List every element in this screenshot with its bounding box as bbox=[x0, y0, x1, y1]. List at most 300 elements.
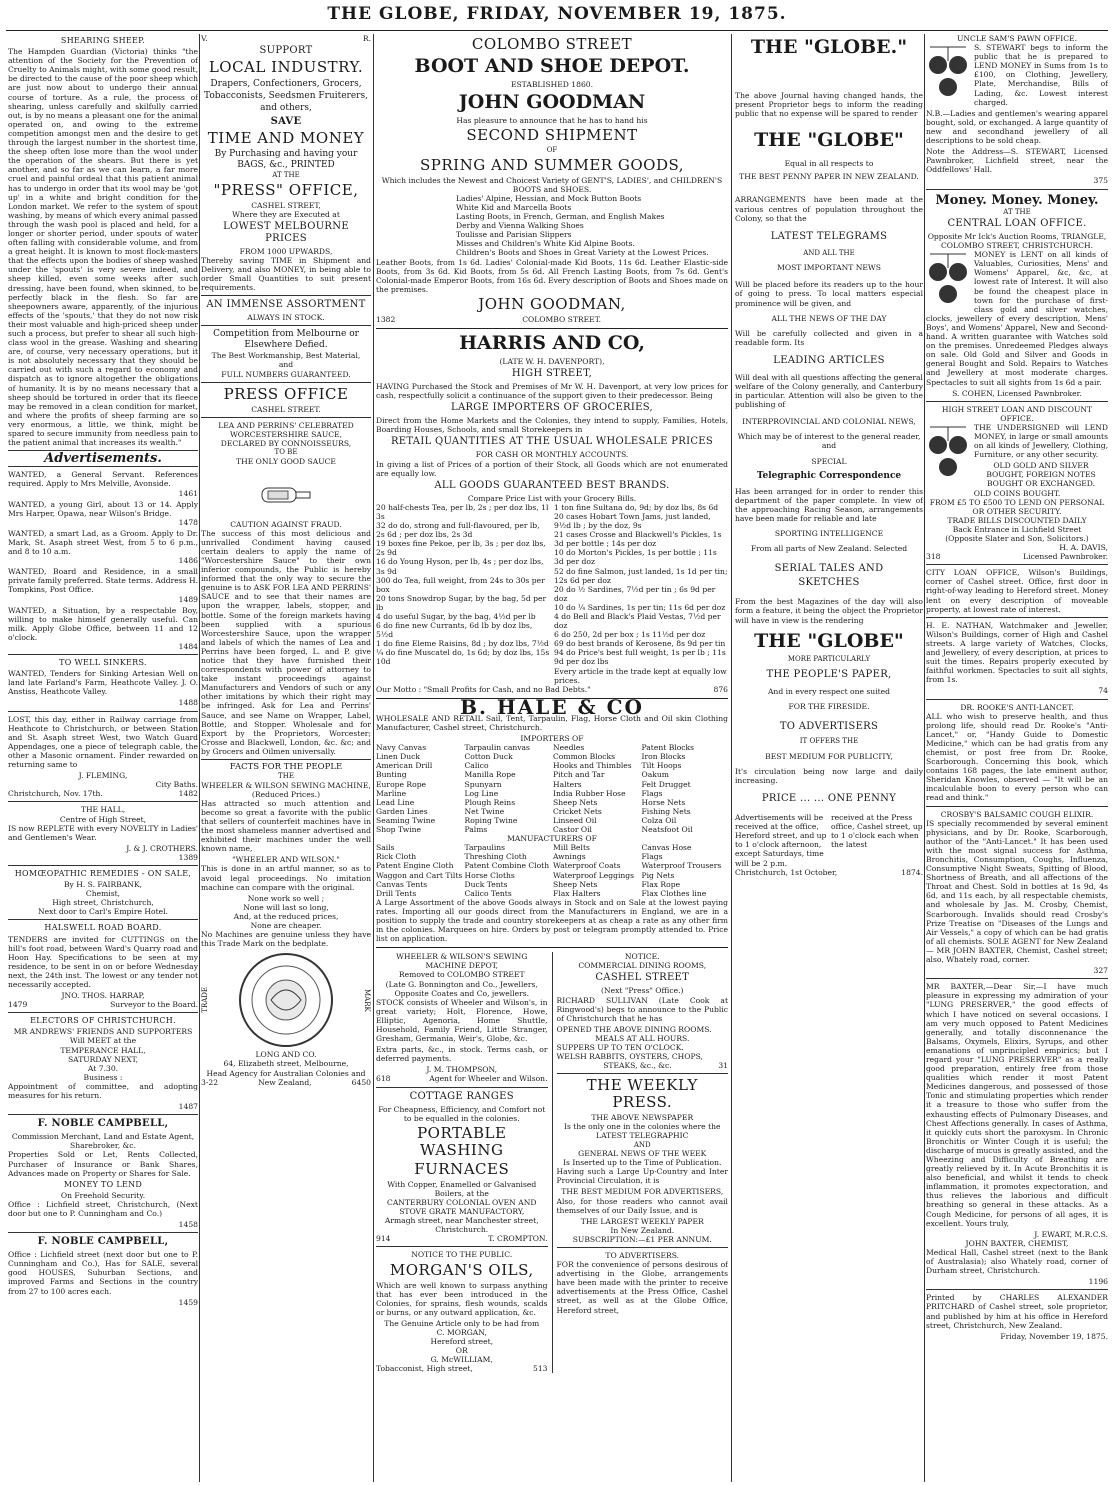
notice-opened: OPENED THE ABOVE DINING ROOMS. bbox=[556, 1024, 712, 1034]
central-atthe: AT THE bbox=[1003, 207, 1031, 216]
globe-bestmed: BEST MEDIUM FOR PUBLICITY, bbox=[765, 751, 893, 761]
ad-number: 1484 bbox=[178, 642, 198, 651]
noble-text: Office : Lichfield street (next door but one to P. Cunningham and Co.), Has for SALE, several good HOUSES, Suburban Sections, and improved Farms and Sections in the country from 27 to 100 acres each. bbox=[8, 1250, 198, 1296]
facts-line: And, at the reduced prices, bbox=[233, 911, 339, 921]
lost-text: LOST, this day, either in Railway carriage from Heathcote to Christchurch, or between Station and St. Asaph street West, two Watch Guard Appendages, one a piece of telegraph cable, the other a Masonic ornament. Finder rewarded on returning same to bbox=[8, 714, 198, 770]
support-heading: SUPPORT bbox=[259, 45, 313, 57]
baxter-med: Medical Hall, Cashel street (next to the Bank of Australasia); also Whately road, corner of Durham street, Christchurch. bbox=[926, 1247, 1108, 1276]
high-street-opp: (Opposite Slater and Son, Solicitors.) bbox=[945, 534, 1089, 543]
harris-high: HIGH STREET, bbox=[511, 368, 593, 380]
list-item: Drill Tents bbox=[376, 888, 417, 898]
crosby-title: CROSBY'S BALSAMIC COUGH ELIXIR. bbox=[940, 809, 1094, 819]
morgan-or: OR bbox=[455, 1346, 468, 1356]
lea-perrins-declared: DECLARED BY CONNOISSEURS, bbox=[220, 438, 352, 448]
hale-wholesale: WHOLESALE AND RETAIL Sail, Tent, Tarpaulin, Flag, Horse Cloth and Oil skin Clothing Manufacturer, Cashel street, Christchurch. bbox=[376, 713, 728, 732]
purchasing-text: By Purchasing and having your BAGS, &c., PRINTED bbox=[214, 149, 358, 171]
globe-which: Which may be of interest to the general reader, and bbox=[737, 432, 921, 451]
list-item: Tilt Hoops bbox=[641, 761, 682, 771]
boot-prices: Leather Boots, from 1s 6d. Ladies' Colonial-made Kid Boots, 11s 6d. Leather Elastic-side Boots, from 3s 6d. Kid Boots, from 5s 6d. All French Lasting Boots, from 7s 6d. Gent's Colonial-made Emperor Boots, from 16s 6d. Every description of Boots and Shoes made on the premises. bbox=[376, 257, 728, 294]
facts-line: None are cheaper. bbox=[250, 921, 322, 931]
price-item: 20 do ½ Sardines, 7½d per tin ; 6s 9d per doz bbox=[554, 584, 716, 603]
time-money-heading: TIME AND MONEY bbox=[207, 129, 365, 148]
ad-number: 3-22 bbox=[201, 1077, 219, 1087]
globe-year: 1874. bbox=[901, 867, 923, 877]
weekly-only: Is the only one in the colonies where the bbox=[563, 1122, 721, 1132]
electors-line: TEMPERANCE HALL, bbox=[60, 1045, 146, 1055]
price-item: 20 cases Hobart Town Jams, just landed, 9½d lb ; by the doz, 9s bbox=[554, 511, 711, 531]
list-item: India Rubber Hose bbox=[553, 788, 626, 798]
harris-giving: In giving a list of Prices of a portion of their Stock, all Goods which are not enumerated are equally low. bbox=[376, 459, 728, 478]
globe-advr: received at the Press office, Cashel street, up to 1 o'clock each when the latest bbox=[831, 813, 923, 850]
list-item: Mill Belts bbox=[553, 843, 590, 853]
list-item: Europe Rope bbox=[376, 779, 427, 789]
long-co: LONG AND CO. bbox=[255, 1050, 317, 1060]
ad-number: 1482 bbox=[178, 789, 198, 799]
list-item: Children's Boots and Shoes in Great Variety at the Lowest Prices. bbox=[456, 248, 709, 258]
globe-price: PRICE ... ... ONE PENNY bbox=[761, 793, 897, 805]
noble-money: MONEY TO LEND bbox=[63, 1179, 143, 1189]
column-4 bbox=[735, 34, 923, 1482]
central-loan-heading: CENTRAL LOAN OFFICE. bbox=[947, 218, 1087, 229]
lea-perrins-title: LEA AND PERRINS' CELEBRATED WORCESTERSHIRE SAUCE, bbox=[218, 420, 354, 439]
globe-offers: IT OFFERS THE bbox=[799, 737, 859, 746]
ad-text: WANTED, a young Girl, about 13 or 14. Apply Mrs Harper, Opawa, near Wilson's Bridge. bbox=[8, 499, 198, 518]
globe-important: MOST IMPORTANT NEWS bbox=[777, 263, 881, 273]
globe-serial: SERIAL TALES AND bbox=[774, 563, 884, 575]
list-item: Awnings bbox=[553, 852, 586, 862]
noble-campbell-name: F. NOBLE CAMPBELL, bbox=[37, 1118, 169, 1130]
harris-direct: Direct from the Home Markets and the Colonies, they intend to supply, Families, Hotels, Boarding Houses, Schools, and small Storekeepers in bbox=[376, 416, 728, 435]
list-item: Flags bbox=[641, 852, 663, 862]
price-item: 52 do fine Salmon, just landed, 1s 1d per tin; 12s 6d per doz bbox=[554, 566, 728, 585]
globe-every: And in every respect one suited bbox=[767, 687, 891, 697]
press-office-heading: "PRESS" OFFICE, bbox=[213, 180, 359, 199]
homoeo-role: Chemist, bbox=[85, 889, 121, 899]
facts-ww: WHEELER & WILSON SEWING MACHINE, bbox=[201, 780, 371, 790]
morgan-genuine: The Genuine Article only to be had from bbox=[384, 1318, 540, 1328]
and-text: and bbox=[278, 360, 294, 370]
weekly-having: Having such a Large Up-Country and Inter Provincial Circulation, it is bbox=[556, 1167, 728, 1186]
ad-number: 1459 bbox=[178, 1297, 198, 1307]
has-text: Has pleasure to announce that he has to hand his bbox=[456, 116, 648, 126]
notice-welsh: WELSH RABBITS, OYSTERS, CHOPS, bbox=[556, 1052, 703, 1062]
central-cohen: S. COHEN, Licensed Pawnbroker. bbox=[952, 388, 1082, 398]
lea-perrins-text: The success of this most delicious and unrivalled Condiment having caused certain dealers to apply the name of "Worcestershire Sauce" to their own inferior compounds, the Public is hereby informed that the only way to secure the genuine is to ASK FOR LEA AND PERRINS' SAUCE and to see that their names are upon the wrapper, labels, stopper, and bottle. Some of the foreign markets having been supplied with a spurious Worcestershire Sauce, upon the wrapper and labels of which the names of Lea and Perrins have been forged, L. and P. give notice that they have furnished their correspondents with power of attorney to take instant proceedings against Manufacturers and Vendors of such or any other imitations by which their right may be infringed. Ask for Lea and Perrins' Sauce, and see Name on Wrapper, Label, Bottle, and Stopper. Wholesale and for Export by the Proprietors, Worcester; Crosse and Blackwell, London, &c. &c; and by Grocers and Oilmen universally. bbox=[201, 528, 371, 756]
morgan-text: Which are well known to surpass anything that has ever been introduced in the Colonies, for sprains, flesh wounds, scalds or burns, or any outward application, &c. bbox=[376, 1280, 548, 1317]
cottage-armagh: Armagh street, near Manchester street, Christchurch. bbox=[384, 1216, 539, 1235]
hale-assortment: A Large Assortment of the above Goods always in Stock and on Sale at the lowest paying rates. Importing all our goods direct from the Manufacturers in England, we are in a position to supply the trade and country storekeepers at as cheap a rate as any other firm in the colonies. Marquees on hire. Orders by post or telegram promptly attended to. Price list on application. bbox=[376, 897, 728, 944]
price-item: 69 do best brands of Kerosene, 8s 9d per tin bbox=[554, 639, 726, 649]
globe-allnews: ALL THE NEWS OF THE DAY bbox=[771, 313, 887, 323]
noble-text: Properties Sold or Let, Rents Collected, Purchaser of Insurance or Bank Shares, Advances made on Property or Shares for Sale. bbox=[8, 1150, 198, 1178]
list-item: American Drill bbox=[376, 761, 433, 771]
ad-number: 1489 bbox=[178, 594, 198, 604]
list-item: Threshing Cloth bbox=[464, 852, 527, 862]
public-notice-title: NOTICE TO THE PUBLIC. bbox=[411, 1250, 513, 1260]
price-item: 4 do Bell and Black's Plaid Vestas, 7½d per doz bbox=[554, 611, 721, 631]
long-addr: 64, Elizabeth street, Melbourne, bbox=[223, 1059, 349, 1069]
trade-label: TRADE bbox=[201, 987, 209, 1014]
ad-number: 1478 bbox=[178, 517, 198, 527]
boot-list bbox=[376, 194, 728, 258]
press-office-footer: PRESS OFFICE bbox=[223, 384, 349, 403]
classified-ad bbox=[8, 470, 198, 497]
column-rule bbox=[373, 34, 374, 1482]
vr-letter: R. bbox=[362, 34, 371, 43]
trade-mark-seal-icon bbox=[231, 950, 341, 1050]
price-item: 4 do useful Sugar, by the bag, 4½d per lb bbox=[376, 611, 536, 621]
weekly-best: THE BEST MEDIUM FOR ADVERTISERS, bbox=[561, 1187, 724, 1197]
ad-number: 74 bbox=[1098, 686, 1108, 696]
baxter-text: MR BAXTER,—Dear Sir,—I have much pleasure in expressing my admiration of your "LUNG PRESERVER," the good effects of which I have noticed on several occasions. I am very much opposed to Patent Medicines generally, and totally disconnenance the Balsams, Oxymels, Elixirs, Syrups, and other emanations of unprincipled empirics; but I regard your "LUNG PRESERVER" as a really good preparation, entirely free from those qualities which render it most Patent Medicines dangerous, and possessed of those Tonic and stimulating properties which render it a treasure to those who suffer from the exhausting effects of Pulmonary Diseases, and Chest Affections generally. In cases of Asthma, it quickly cuts short the paroxysm. In Chronic Bronchitis or Winter Cough it is useful; the discharge of mucus is greatly assisted, and the Wheezing and Difficulty of Breathing are greatly relieved by it. In Acute Bronchitis it is also beneficial, and whilst it tends to check inflammation, it promotes expectoration, and thus relieves the laborious and difficult breathing so general in these attacks. As a Cough Medicine, for persons of all ages, it is excellent. Yours truly, bbox=[926, 982, 1108, 1228]
halswell-name: JNO. THOS. HARRAP, bbox=[61, 991, 145, 1001]
globe-heading-2: THE "GLOBE" bbox=[754, 129, 904, 152]
cottage-name: T. CROMPTON. bbox=[488, 1234, 548, 1244]
list-item: Bunting bbox=[376, 770, 407, 780]
ad-number: 618 bbox=[376, 1074, 391, 1084]
cottage-furnaces: FURNACES bbox=[414, 1159, 510, 1178]
classified-ad bbox=[8, 567, 198, 603]
lost-place: City Baths. bbox=[155, 780, 198, 790]
ad-number: 914 bbox=[376, 1234, 391, 1244]
facts-the: THE bbox=[278, 772, 294, 781]
ww-name: J. M. THOMPSON, bbox=[426, 1065, 498, 1075]
list-item: Horse Cloths bbox=[464, 870, 515, 880]
long-head: Head Agency for Australian Colonies and bbox=[206, 1068, 366, 1078]
list-item: Log Line bbox=[464, 788, 499, 798]
hall-name: J. & J. CROTHERS. bbox=[126, 843, 198, 853]
high-street-back: Back Entrance in Lichfield Street bbox=[952, 524, 1082, 534]
weekly-press-title: THE WEEKLY PRESS. bbox=[586, 1076, 698, 1112]
which-text: Which includes the Newest and Choicest Variety of GENT'S, LADIES', and CHILDREN'S BOOTS and SHOES. bbox=[381, 175, 723, 194]
uncle-sam-note: Note the Address—S. STEWART, Licensed Pawnbroker, Lichfield street, near the Oddfellows' Hall. bbox=[926, 147, 1108, 175]
lea-perrins-caution: CAUTION AGAINST FRAUD. bbox=[230, 519, 342, 529]
globe-frombest: From the best Magazines of the day will also form a feature, it being the object the Proprietor will have in view is the rendering bbox=[735, 597, 923, 625]
list-item: Flax Halters bbox=[553, 888, 601, 898]
halswell-title: HALSWELL ROAD BOARD. bbox=[44, 923, 162, 933]
classified-ad bbox=[8, 606, 198, 651]
colombo-heading: COLOMBO STREET bbox=[471, 35, 633, 53]
globe-sporting: SPORTING INTELLIGENCE bbox=[774, 529, 884, 539]
high-street-text: THE UNDERSIGNED will LEND MONEY, in large or small amounts on all kinds of Jewellery, Clothing, Furniture, or any other security. bbox=[974, 422, 1108, 460]
list-item: Misses and Children's White Kid Alpine Boots. bbox=[456, 239, 635, 249]
trades-list: Drapers, Confectioners, Grocers, Tobacconists, Seedsmen Fruiterers, and others, bbox=[204, 79, 368, 114]
column-1 bbox=[8, 34, 198, 1482]
masthead-title: THE GLOBE, FRIDAY, NOVEMBER 19, 1875. bbox=[327, 4, 787, 24]
cottage-for: For Cheapness, Efficiency, and Comfort not to be equalled in the colonies. bbox=[378, 1104, 546, 1123]
harris-late: (LATE W. H. DAVENPORT), bbox=[499, 357, 605, 366]
homoeo-addr: Next door to Carl's Empire Hotel. bbox=[38, 907, 168, 917]
ad-number: 876 bbox=[713, 684, 728, 694]
facts-text2: This is done in an artful manner, so as to avoid legal proceedings. No imitation machine can compare with the original. bbox=[201, 864, 371, 892]
ww-removed: Removed to COLOMBO STREET bbox=[398, 970, 525, 980]
full-text: FULL NUMBERS GUARANTEED. bbox=[221, 369, 351, 379]
ww-text: STOCK consists of Wheeler and Wilson's, in great variety; Holt, Florence, Howe, Elliptic, Agenoria, Home Shuttle, Household, Family Friend, Little Stranger, Gresham, Germania, Weir's, Globe, &c. bbox=[376, 997, 548, 1044]
notice-steaks: STEAKS, &c., &c. bbox=[603, 1061, 672, 1071]
weekly-also: Also, for those readers who cannot avail themselves of our Daily Issue, and is bbox=[556, 1196, 728, 1215]
ad-text: WANTED, a smart Lad, as a Groom. Apply to Dr. Mark, St. Asaph street West, from 5 to 6 p.m., and 8 to 10 a.m. bbox=[8, 528, 198, 557]
advertisements-heading: Advertisements. bbox=[44, 451, 162, 467]
pawn-balls-icon bbox=[926, 423, 970, 481]
globe-heading: THE "GLOBE." bbox=[750, 36, 908, 58]
masthead-rule bbox=[6, 30, 1108, 31]
to-advertisers-text: FOR the convenience of persons desirous of advertising in the Globe, arrangements have been made with the printer to receive advertisements at the Press Office, Cashel street, as well as at the Globe Office, Hereford street, bbox=[556, 1260, 728, 1315]
list-item: Marline bbox=[376, 788, 407, 798]
list-item: Patent Combine Cloth bbox=[464, 861, 550, 871]
price-item: 32 do do, strong and full-flavoured, per lb, 2s 6d ; per doz lbs, 2s 3d bbox=[376, 521, 540, 540]
john-goodman-heading: JOHN GOODMAN bbox=[458, 91, 646, 114]
high-street-name: H. A. DAVIS, bbox=[1059, 543, 1108, 553]
list-item: Common Blocks bbox=[553, 752, 615, 762]
list-item: Roping Twine bbox=[464, 815, 518, 825]
globe-heading-3: THE "GLOBE" bbox=[754, 629, 904, 652]
list-item: Derby and Vienna Walking Shoes bbox=[456, 221, 584, 231]
list-item: Neatsfoot Oil bbox=[641, 825, 693, 835]
weekly-inserted: Is Inserted up to the Time of Publication. bbox=[563, 1158, 722, 1168]
globe-deal: Will deal with all questions affecting the general welfare of the Colony generally, and Canterbury in particular. Attention will also be given to the publishing of bbox=[735, 372, 923, 410]
globe-careful: Will be carefully collected and given in a readable form. Its bbox=[735, 328, 923, 347]
competition-text: Competition from Melbourne or Elsewhere Defied. bbox=[213, 329, 359, 351]
harris-heading: HARRIS AND CO, bbox=[459, 332, 645, 354]
list-item: Shop Twine bbox=[376, 825, 422, 835]
ad-text: WANTED, Board and Residence, in a small private family preferred. State terms. Address H. Tompkins, Post Office. bbox=[8, 567, 198, 595]
baxter-name: J. EWART, M.R.C.S. bbox=[1034, 1229, 1108, 1239]
notice-comm: COMMERCIAL DINING ROOMS, bbox=[578, 961, 707, 971]
notice-text: RICHARD SULLIVAN (Late Cook at Ringwood's) begs to announce to the Public of Christchurch that he has bbox=[556, 995, 728, 1023]
column-rule bbox=[924, 34, 925, 1482]
globe-andall: AND ALL THE bbox=[803, 248, 855, 257]
column-5 bbox=[926, 34, 1108, 1482]
list-item: Fishing Nets bbox=[641, 806, 691, 816]
at-the: AT THE bbox=[272, 171, 300, 180]
globe-will: Will be placed before its readers up to the hour of going to press. To local matters especial prominence will be given, and bbox=[735, 280, 923, 308]
to-advertisers-title: TO ADVERTISERS. bbox=[605, 1251, 680, 1260]
globe-best: THE BEST PENNY PAPER IN NEW ZEALAND. bbox=[739, 172, 919, 182]
globe-inter: INTERPROVINCIAL AND COLONIAL NEWS, bbox=[742, 417, 916, 427]
list-item: Iron Blocks bbox=[641, 752, 686, 762]
list-item: Ladies' Alpine, Hessian, and Mock Button Boots bbox=[456, 193, 642, 203]
weekly-and: AND bbox=[633, 1140, 651, 1149]
list-item: Calico bbox=[464, 761, 489, 771]
uncle-sam-text: S. STEWART begs to inform the public that he is prepared to LEND MONEY in Sums from 1s to £100, on Clothing, Jewellery, Plate, Merchandise, Bills of Lading, &c. Lowest interest charged. bbox=[974, 43, 1108, 107]
high-street-trade: TRADE BILLS DISCOUNTED DAILY bbox=[947, 515, 1087, 525]
hall-title: THE HALL, bbox=[80, 805, 126, 815]
list-item: Pitch and Tar bbox=[553, 770, 605, 780]
electors-line: At 7.30. bbox=[87, 1063, 119, 1073]
morgans-oils: MORGAN'S OILS, bbox=[389, 1260, 534, 1279]
list-item: Flax Clothes line bbox=[641, 888, 707, 898]
list-item: Rick Cloth bbox=[376, 852, 417, 862]
pawn-balls-icon bbox=[926, 250, 970, 308]
ad-number: 1196 bbox=[1088, 1277, 1108, 1287]
ad-number: 318 bbox=[926, 552, 941, 562]
morgan-addr: Hereford street, bbox=[430, 1337, 494, 1347]
cottage-works: CANTERBURY COLONIAL OVEN AND STOVE GRATE MANUFACTORY, bbox=[387, 1197, 537, 1217]
price-item: 19 boxes fine Pekoe, per lb, 3s ; per doz lbs, 2s 9d bbox=[376, 539, 546, 558]
lost-name: J. FLEMING, bbox=[78, 771, 128, 781]
ad-number: 327 bbox=[1093, 966, 1108, 976]
globe-arrangements: ARRANGEMENTS have been made at the various centres of population throughout the Colony, so that the bbox=[735, 195, 923, 223]
high-street-coins: OLD COINS BOUGHT. bbox=[973, 488, 1061, 498]
harris-all: ALL GOODS GUARANTEED BEST BRANDS. bbox=[434, 479, 670, 491]
price-item: 6 do fine new Currants, 6d lb by doz lbs, 5½d bbox=[376, 621, 533, 640]
weekly-general: GENERAL NEWS OF THE WEEK bbox=[578, 1149, 707, 1159]
list-item: Manilla Rope bbox=[464, 770, 516, 780]
long-nz: New Zealand, bbox=[258, 1077, 312, 1087]
thereby-text: Thereby saving TIME in Shipment and Delivery, and also MONEY, in being able to order Small Quantities to suit present requirements. bbox=[201, 255, 371, 293]
colombo-footer: COLOMBO STREET. bbox=[522, 314, 602, 324]
price-item: 20 half-chests Tea, per lb, 2s ; per doz lbs, 1l 3s bbox=[376, 502, 549, 521]
column-rule bbox=[199, 34, 200, 1482]
price-list bbox=[376, 503, 728, 685]
harris-large: LARGE IMPORTERS OF GROCERIES, bbox=[451, 402, 653, 414]
price-item: 1 do fine Eleme Raisins, 8d ; by doz lbs, 7½d bbox=[376, 639, 549, 649]
sauce-bottle-icon bbox=[256, 468, 316, 518]
list-item: Pig Nets bbox=[641, 870, 675, 880]
sinkers-title: TO WELL SINKERS. bbox=[59, 658, 147, 668]
homoeo-title: HOMŒOPATHIC REMEDIES - ON SALE, bbox=[14, 868, 192, 878]
price-item: Every article in the trade kept at equally low prices. bbox=[554, 666, 727, 685]
globe-toadv: TO ADVERTISERS bbox=[779, 721, 879, 733]
list-item: White Kid and Marcella Boots bbox=[456, 202, 572, 212]
list-item: Castor Oil bbox=[553, 825, 592, 835]
list-item: Waggon and Cart Tilts bbox=[376, 870, 463, 880]
ad-number: 1389 bbox=[178, 852, 198, 862]
weekly-sub: SUBSCRIPTION:—£1 PER ANNUM. bbox=[572, 1234, 712, 1244]
list-item: Halters bbox=[553, 779, 582, 789]
globe-advl: Advertisements will be received at the office, Hereford street, and up to 1 o'clock afternoon, except Saturdays, time will be 2 p.m. bbox=[735, 813, 827, 868]
uncle-sam-nb: N.B.—Ladies and gentlemen's wearing apparel bought, sold, or exchanged. A large quantity of new and secondhand jewellery of all descriptions to be sold cheap. bbox=[926, 108, 1108, 146]
globe-date: Christchurch, 1st October, bbox=[735, 867, 838, 877]
list-item: Patent Blocks bbox=[641, 743, 695, 753]
imprint-text: Printed by CHARLES ALEXANDER PRITCHARD of Cashel street, sole proprietor, and published by him at his office in Hereford street, Christchurch, New Zealand. bbox=[926, 1293, 1108, 1330]
halswell-role: Surveyor to the Board. bbox=[110, 1000, 198, 1010]
lower-section bbox=[376, 952, 728, 1373]
list-item: Linseed Oil bbox=[553, 815, 597, 825]
notice-next: (Next "Press" Office.) bbox=[601, 986, 684, 996]
money-heading: Money. Money. Money. bbox=[935, 192, 1099, 208]
ad-number: 513 bbox=[533, 1364, 548, 1374]
high-street-lic: Licensed Pawnbroker. bbox=[1023, 552, 1108, 562]
established: ESTABLISHED 1860. bbox=[510, 80, 594, 89]
list-item: Garden Lines bbox=[376, 806, 428, 816]
weekly-largest: THE LARGEST WEEKLY PAPER bbox=[580, 1216, 704, 1226]
list-item: Cotton Duck bbox=[464, 752, 513, 762]
cottage-with: With Copper, Enamelled or Galvanised Boilers, at the bbox=[387, 1179, 537, 1198]
hall-sub: Centre of High Street, bbox=[59, 814, 147, 824]
ad-number: 1479 bbox=[8, 1000, 28, 1010]
globe-tele: Telegraphic Correspondence bbox=[756, 470, 902, 481]
price-item: 6 do 250, 2d per box ; 1s 11½d per doz bbox=[554, 630, 706, 640]
price-item: 10 do Morton's Pickles, 1s per bottle ; 11s 3d per doz bbox=[554, 548, 717, 567]
list-item: Seaming Twine bbox=[376, 815, 436, 825]
list-item: Sails bbox=[376, 843, 395, 853]
lowest-prices-heading: LOWEST MELBOURNE PRICES bbox=[223, 220, 349, 244]
column-3 bbox=[376, 34, 728, 1482]
list-item: Waterproof Coats bbox=[553, 861, 621, 871]
high-street-title: HIGH STREET LOAN AND DISCOUNT OFFICE. bbox=[941, 404, 1093, 423]
boot-shoe-heading: BOOT AND SHOE DEPOT. bbox=[414, 55, 690, 77]
list-item: Lead Line bbox=[376, 797, 415, 807]
globe-latest: LATEST TELEGRAMS bbox=[770, 230, 888, 242]
price-item: 300 do Tea, full weight, from 24s to 30s per box bbox=[376, 575, 545, 594]
notice-suppers: SUPPERS UP TO TEN O'CLOCK. bbox=[556, 1043, 684, 1052]
harris-having: HAVING Purchased the Stock and Premises of Mr W. H. Davenport, at very low prices for cash, respectfully solicit a continuance of the support given to their predecessor. Being bbox=[376, 382, 728, 401]
globe-from: From all parts of New Zealand. Selected bbox=[750, 544, 908, 554]
homoeo-addr: High street, Christchurch, bbox=[52, 898, 154, 908]
ad-number: 31 bbox=[718, 1061, 728, 1071]
harris-motto: Our Motto : "Small Profits for Cash, and no Bad Debts." bbox=[376, 684, 591, 694]
hale-importers: IMPORTERS OF bbox=[520, 734, 584, 744]
harris-retail: RETAIL QUANTITIES AT THE USUAL WHOLESALE PRICES bbox=[390, 436, 714, 448]
immense-heading: AN IMMENSE ASSORTMENT bbox=[206, 299, 366, 311]
list-item: Duck Tents bbox=[464, 879, 508, 889]
globe-fireside: FOR THE FIRESIDE. bbox=[788, 702, 870, 712]
facts-name: "WHEELER AND WILSON." bbox=[232, 855, 340, 865]
pawn-balls-icon bbox=[926, 43, 970, 101]
importers-list bbox=[376, 743, 728, 834]
ww-extra: Extra parts, &c., in stock. Terms cash, or deferred payments. bbox=[376, 1045, 548, 1064]
facts-line: None work so well ; bbox=[247, 893, 325, 903]
lea-perrins-only: THE ONLY GOOD SAUCE bbox=[236, 456, 336, 466]
globe-leading: LEADING ARTICLES bbox=[773, 354, 885, 366]
price-item: 21 cases Crosse and Blackwell's Pickles, 1s 3d per bottle ; 14s per doz bbox=[554, 530, 722, 549]
from-text: FROM 1000 UPWARDS, bbox=[239, 246, 333, 256]
list-item: Cricket Nets bbox=[553, 806, 602, 816]
price-item: ¼ do fine Muscatel do, 1s 6d; by doz lbs, 15s 10d bbox=[376, 648, 550, 667]
list-item: Flags bbox=[641, 788, 663, 798]
list-item: Sheep Nets bbox=[553, 797, 598, 807]
globe-circ: It's circulation being now large and daily increasing. bbox=[735, 766, 923, 785]
homoeo-by: By H. S. FAIRBANK, bbox=[63, 880, 143, 890]
sinkers-text: WANTED, Tenders for Sinking Artesian Well on land late Farland's Farm, Heathcote Valley. J. O. Anstiss, Heathcote Valley. bbox=[8, 669, 198, 697]
price-item: 16 do Young Hyson, per lb, 4s ; per doz lbs, 3s 9d bbox=[376, 557, 544, 576]
list-item: Patent Engine Cloth bbox=[376, 861, 454, 871]
ad-number: 1382 bbox=[376, 314, 396, 324]
list-item: Net Twine bbox=[464, 806, 505, 816]
mark-label: MARK bbox=[363, 988, 371, 1012]
ww-title: WHEELER & WILSON'S SEWING MACHINE DEPOT, bbox=[396, 952, 528, 971]
list-item: Navy Canvas bbox=[376, 743, 427, 753]
list-item: Felt Drugget bbox=[641, 779, 691, 789]
ad-number: 6450 bbox=[351, 1077, 371, 1087]
list-item: Calico Tents bbox=[464, 888, 512, 898]
cashel-street: CASHEL STREET, bbox=[251, 200, 321, 210]
list-item: Toulisse and Parisian Slippers bbox=[456, 230, 572, 240]
facts-text: Has attracted so much attention and become so great a favorite with the public that sellers of counterfeit machines have in the most shameless manner advertised and exhibited their machines under the well known name, bbox=[201, 798, 371, 854]
list-item: Tarpaulins bbox=[464, 843, 506, 853]
electors-line: MR ANDREWS' FRIENDS AND SUPPORTERS bbox=[13, 1027, 193, 1037]
list-item: Plough Reins bbox=[464, 797, 516, 807]
ad-text: WANTED, a General Servant. References required. Apply to Mrs Melville, Avonside. bbox=[8, 470, 198, 489]
rooke-title: DR. ROOKE'S ANTI-LANCET. bbox=[960, 702, 1074, 712]
morgan-name: C. MORGAN, bbox=[436, 1327, 487, 1337]
shearing-article: The Hampden Guardian (Victoria) thinks "the attention of the Society for the Prevention of Cruelty to Animals might, with some good result, be directed to the cause of the poor sheep which are just now about to undergo their annual course of torture. As a rule, the process of shearing, unless carefully and skilfully carried out, is by no means a pleasant one for the animal operated on, and owing to the extreme competition amongst men and the desire to get through the largest number in the shortest time, the sheep often lose more than the wool under the operation of the shears. But there is yet another, and so far as we can learn, a far more cruel and painful ordeal that this patient animal has to undergo in order that its wool may be 'got up' in a white and bright condition for the London market. We refer to the system of spout washing, by means of which every animal passed through the wash pool is placed and held, for a longer or shorter period, under spouts of water often falling with considerable volume, and from a great height. It is known to most flock-masters that the effects upon the bodies of sheep washed under the 'spouts' is very severe indeed, and sheep killed, even some weeks after such dressing, have been found, when skinned, to be perfectly black in the flesh. So far are sheepowners aware, apparently, of the injurious effects of the 'spouts,' that they do not now risk their most valuable and high-priced sheep under such a process, but prefer to shear all such high-class wool in the grease. Washing and shearing are, of course, very necessary operations, but it is not absolutely necessary that they should be carried out with such a regard to economy and dispatch as to ignore altogether the obligations of humanity. It is by no means necessary that a sheep should be tortured in order that its fleece may be removed in a clean condition for market, and where the profits of sheep farming are so very enormous, a little, we think, might be spared to secure immunity from needless pain to the patient animal that increases its wealth." bbox=[8, 47, 198, 448]
list-item: Canvas Hose bbox=[641, 843, 692, 853]
cottage-title: COTTAGE RANGES bbox=[409, 1090, 514, 1102]
local-industry-heading: LOCAL INDUSTRY. bbox=[208, 58, 364, 77]
uncle-sam-title: UNCLE SAM'S PAWN OFFICE. bbox=[956, 34, 1077, 43]
list-item: Hooks and Thimbles bbox=[553, 761, 632, 771]
electors-line: Business : bbox=[83, 1072, 123, 1082]
list-item: Canvas Tents bbox=[376, 879, 428, 889]
classified-ad bbox=[8, 500, 198, 527]
always-text: ALWAYS IN STOCK. bbox=[247, 313, 325, 323]
globe-adv-terms bbox=[735, 813, 923, 868]
halswell-text: TENDERS are invited for CUTTINGS on the hill's foot road, between Ward's Quarry road and Hoon Hay. Specifications to be seen at my residence, to be sent in on or before Wednesday next, the 24th inst. The lowest or any tender not necessarily accepted. bbox=[8, 934, 198, 989]
lea-perrins-tobe: TO BE bbox=[274, 448, 298, 456]
where-text: Where they are Executed at bbox=[232, 209, 340, 219]
